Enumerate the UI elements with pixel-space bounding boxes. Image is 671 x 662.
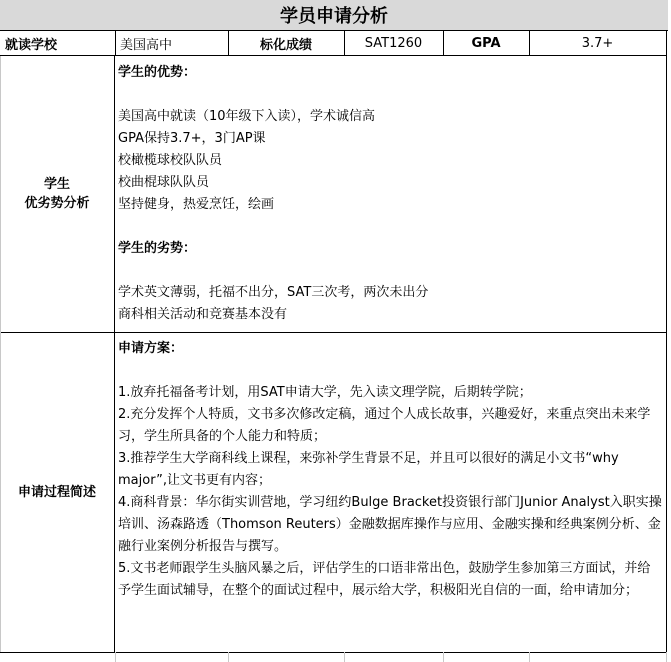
process-label-cell[interactable] — [0, 332, 115, 652]
grid-line — [115, 31, 116, 56]
strength-item: 美国高中就读（10年级下入读），学术诚信高 — [118, 109, 376, 124]
strengths-heading: 学生的优势： — [118, 65, 197, 80]
process-label: 申请过程简述 — [17, 484, 96, 500]
analysis-label-line2: 优劣势分析 — [24, 196, 90, 211]
grid-line — [344, 31, 345, 56]
gpa-label-cell[interactable]: GPA — [443, 31, 529, 56]
plan-item: 4.商科背景：华尔街实训营地，学习纽约Bulge Bracket投资银行部门Junior Analyst入职实操培训、汤森路透（Thomson Reuters）金融数据库操作与应用、金融实操和经典案例分析、金融行业案例分析报告与撰写。 — [118, 495, 662, 554]
strength-item: 校曲棍球队队员 — [118, 175, 210, 190]
grid-line — [0, 56, 1, 652]
weaknesses-heading: 学生的劣势： — [118, 241, 197, 256]
row-divider — [0, 652, 667, 653]
sheet-title[interactable]: 学员申请分析 — [0, 0, 668, 31]
gpa-value-cell[interactable]: 3.7+ — [529, 31, 666, 56]
grid-line — [443, 31, 444, 56]
plan-item: 1.放弃托福备考计划，用SAT申请大学，先入读文理学院，后期转学院； — [118, 385, 532, 400]
score-label-cell[interactable]: 标化成绩 — [228, 31, 344, 56]
score-value-cell[interactable]: SAT1260 — [344, 31, 443, 56]
plan-item: 5.文书老师跟学生头脑风暴之后，评估学生的口语非常出色，鼓励学生参加第三方面试，并给予学生面试辅导，在整个的面试过程中，展示给大学，积极阳光自信的一面，给申请加分； — [118, 561, 651, 598]
grid-line — [228, 652, 229, 662]
analysis-label-cell[interactable] — [0, 56, 115, 332]
grid-line — [529, 652, 530, 662]
grid-line — [115, 652, 116, 662]
process-content-cell[interactable] — [115, 332, 667, 652]
plan-item: 2.充分发挥个人特质，文书多次修改定稿，通过个人成长故事，兴趣爱好，来重点突出未来学习，学生所具备的个人能力和特质； — [118, 407, 651, 444]
strength-item: 校橄榄球校队队员 — [118, 153, 223, 168]
strength-item: GPA保持3.7+，3门AP课 — [118, 131, 266, 146]
grid-line — [228, 31, 229, 56]
plan-item: 3.推荐学生大学商科线上课程，来弥补学生背景不足，并且可以很好的满足小文书“why major”,让文书更有内容； — [118, 451, 619, 488]
analysis-label-line1: 学生 — [43, 177, 70, 192]
grid-line — [443, 652, 444, 662]
school-label-cell[interactable]: 就读学校 — [0, 31, 115, 56]
plan-heading: 申请方案： — [118, 341, 184, 356]
weakness-item: 商科相关活动和竞赛基本没有 — [118, 307, 288, 322]
grid-line — [529, 31, 530, 56]
weakness-item: 学术英文薄弱，托福不出分，SAT三次考，两次未出分 — [118, 285, 429, 300]
grid-line — [666, 31, 667, 652]
grid-line — [666, 652, 667, 662]
analysis-content-cell[interactable] — [115, 56, 667, 332]
grid-line — [344, 652, 345, 662]
school-value-cell[interactable]: 美国高中 — [115, 31, 228, 56]
strength-item: 坚持健身，热爱烹饪，绘画 — [118, 197, 275, 212]
